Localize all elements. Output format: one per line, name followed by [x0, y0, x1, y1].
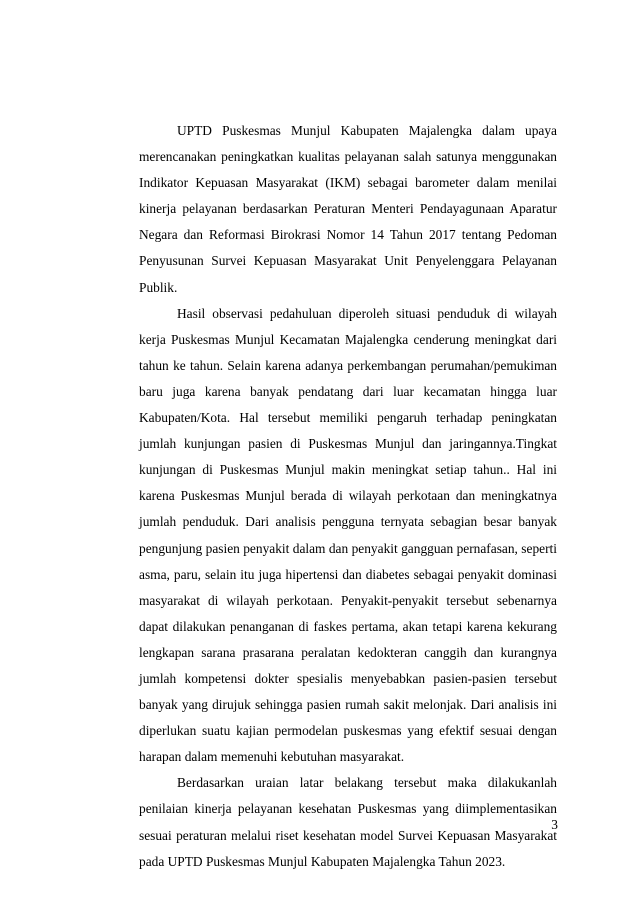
paragraph-1: UPTD Puskesmas Munjul Kabupaten Majalengka dalam upaya merencanakan peningkatkan kualitas pelayanan salah satunya menggunakan Indikator Kepuasan Masyarakat (IKM) sebagai barometer dalam menilai kinerja pelayanan berdasarkan Peraturan Menteri Pendayagunaan Aparatur Negara dan Reformasi Birokrasi Nomor 14 Tahun 2017 tentang Pedoman Penyusunan Survei Kepuasan Masyarakat Unit Penyelenggara Pelayanan Publik. [139, 123, 557, 295]
paragraph-2: Hasil observasi pedahuluan diperoleh situasi penduduk di wilayah kerja Puskesmas Munjul Kecamatan Majalengka cenderung meningkat dari tahun ke tahun. Selain karena adanya perkembangan perumahan/pemukiman baru juga karena banyak pendatang dari luar kecamatan hingga luar Kabupaten/Kota. Hal tersebut memiliki pengaruh terhadap peningkatan jumlah kunjungan pasien di Puskesmas Munjul dan jaringannya.Tingkat kunjungan di Puskesmas Munjul makin meningkat setiap tahun.. Hal ini karena Puskesmas Munjul berada di wilayah perkotaan dan meningkatnya jumlah penduduk. Dari analisis pengguna ternyata sebagian besar banyak pengunjung pasien penyakit dalam dan penyakit gangguan pernafasan, seperti asma, paru, selain itu juga hipertensi dan diabetes sebagai penyakit dominasi masyarakat di wilayah perkotaan. Penyakit-penyakit tersebut sebenarnya dapat dilakukan penanganan di faskes pertama, akan tetapi karena kekurang lengkapan sarana prasarana peralatan kedokteran canggih dan kurangnya jumlah kompetensi dokter spesialis menyebabkan pasien-pasien tersebut banyak yang dirujuk sehingga pasien rumah sakit melonjak. Dari analisis ini diperlukan suatu kajian permodelan puskesmas yang efektif sesuai dengan harapan dalam memenuhi kebutuhan masyarakat. [139, 305, 557, 765]
paragraph-3: Berdasarkan uraian latar belakang tersebut maka dilakukanlah penilaian kinerja pelayanan kesehatan Puskesmas yang diimplementasikan sesuai peraturan melalui riset kesehatan model Survei Kepuasan Masyarakat pada UPTD Puskesmas Munjul Kabupaten Majalengka Tahun 2023. [139, 775, 557, 869]
body-text [139, 118, 557, 875]
page-number: 3 [551, 817, 558, 832]
